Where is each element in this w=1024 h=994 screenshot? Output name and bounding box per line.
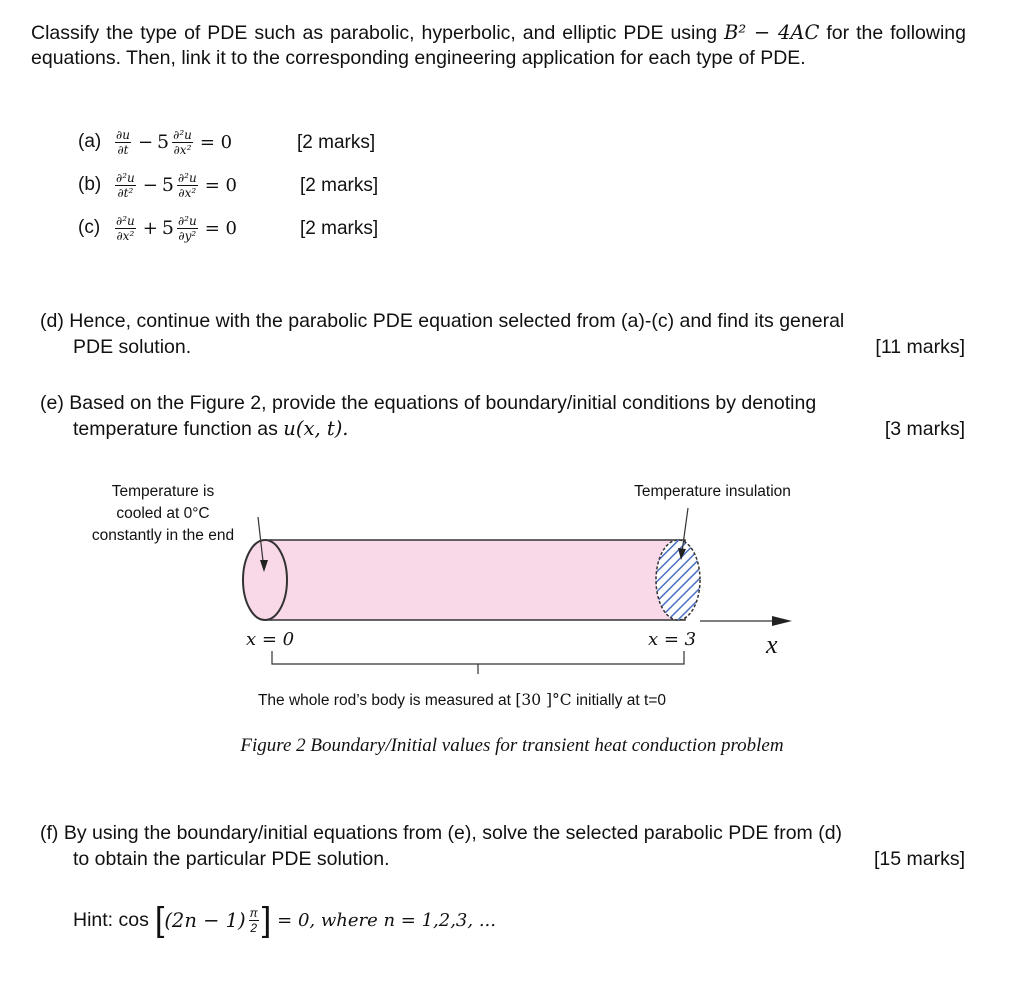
rod-length-bracket — [272, 651, 684, 674]
marks-a: [2 marks] — [297, 132, 376, 153]
marks-b: [2 marks] — [300, 175, 379, 196]
part-f-line-1: By using the boundary/initial equations from (e), solve the selected parabolic PDE from (d) — [63, 822, 843, 844]
term1-denominator: ∂t² — [117, 185, 134, 200]
x3-label: x = 3 — [648, 629, 697, 650]
rhs: = 0 — [199, 131, 233, 153]
marks-c: [2 marks] — [300, 218, 379, 239]
part-e-line-2: temperature function as — [73, 418, 284, 440]
rod-left-end — [243, 540, 287, 620]
part-f-line-2: to obtain the particular PDE solution. — [73, 848, 390, 870]
hint — [73, 901, 496, 939]
part-f — [40, 820, 965, 872]
part-d-marks: [11 marks] — [875, 336, 965, 358]
operator: + — [142, 217, 158, 239]
hint-label: Hint: cos — [73, 908, 149, 931]
operator: − — [142, 174, 158, 196]
hint-expression: (2n − 1) — [164, 908, 246, 932]
discriminant-formula: B² − 4AC — [724, 21, 820, 44]
right-boundary-note: Temperature insulation — [634, 483, 791, 500]
term2-denominator: ∂y² — [178, 228, 197, 243]
rhs: = 0 — [204, 217, 237, 239]
initial-temperature-value: [30 ]°C — [515, 691, 572, 709]
x0-label: x = 0 — [246, 629, 295, 650]
left-bracket-icon: [ — [154, 901, 165, 939]
term2-numerator: ∂²u — [177, 213, 197, 228]
note-line: constantly in the end — [91, 527, 235, 544]
part-e-line-1: Based on the Figure 2, provide the equations of boundary/initial conditions by denoting — [69, 392, 817, 414]
x-axis-arrowhead — [772, 616, 792, 626]
rhs: = 0 — [204, 174, 237, 196]
hint-frac-denominator: 2 — [250, 920, 257, 935]
part-label: (e) — [40, 392, 64, 414]
coefficient: 5 — [161, 174, 174, 196]
equation-label: (b) — [78, 174, 102, 195]
coefficient: 5 — [157, 131, 170, 153]
note-text-2: initially at t=0 — [575, 692, 667, 709]
term1-numerator: ∂u — [116, 127, 130, 142]
intro-text-1: Classify the type of PDE such as parabolic, hyperbolic, and elliptic PDE using — [31, 22, 725, 44]
term2-denominator: ∂x² — [178, 185, 197, 200]
rod-right-end-insulated — [656, 540, 700, 620]
part-label: (d) — [40, 310, 64, 332]
part-f-marks: [15 marks] — [873, 848, 965, 870]
temperature-function: u(x, t). — [283, 417, 349, 440]
term1-numerator: ∂²u — [116, 170, 135, 185]
term2-denominator: ∂x² — [173, 142, 192, 157]
intro-text-2: for the following equations. Then, link it to the corresponding engineering application for each type of PDE. — [31, 22, 967, 69]
rod-body — [265, 540, 685, 620]
operator: − — [137, 131, 154, 153]
part-label: (f) — [40, 822, 59, 844]
initial-condition-note — [0, 689, 924, 712]
term1-denominator: ∂x² — [116, 228, 135, 243]
term2-numerator: ∂²u — [173, 127, 192, 142]
equation-label: (c) — [78, 217, 101, 238]
hint-frac-numerator: π — [249, 905, 258, 920]
part-e-marks: [3 marks] — [884, 418, 965, 440]
note-line: Temperature is — [111, 483, 215, 500]
note-line: cooled at 0°C — [116, 505, 210, 522]
term2-numerator: ∂²u — [177, 170, 197, 185]
equation-label: (a) — [78, 131, 102, 152]
x-axis-label: x — [766, 630, 778, 659]
coefficient: 5 — [161, 217, 174, 239]
term1-numerator: ∂²u — [116, 213, 135, 228]
right-bracket-icon: ] — [261, 901, 272, 939]
figure-caption: Figure 2 Boundary/Initial values for transient heat conduction problem — [240, 735, 784, 756]
part-d-line-1: Hence, continue with the parabolic PDE equation selected from (a)-(c) and find its general — [69, 310, 845, 332]
hint-tail: = 0, where n = 1,2,3, ... — [277, 909, 496, 931]
term1-denominator: ∂t — [117, 142, 129, 157]
part-d-line-2: PDE solution. — [73, 336, 192, 358]
note-text-1: The whole rod’s body is measured at — [257, 692, 511, 709]
